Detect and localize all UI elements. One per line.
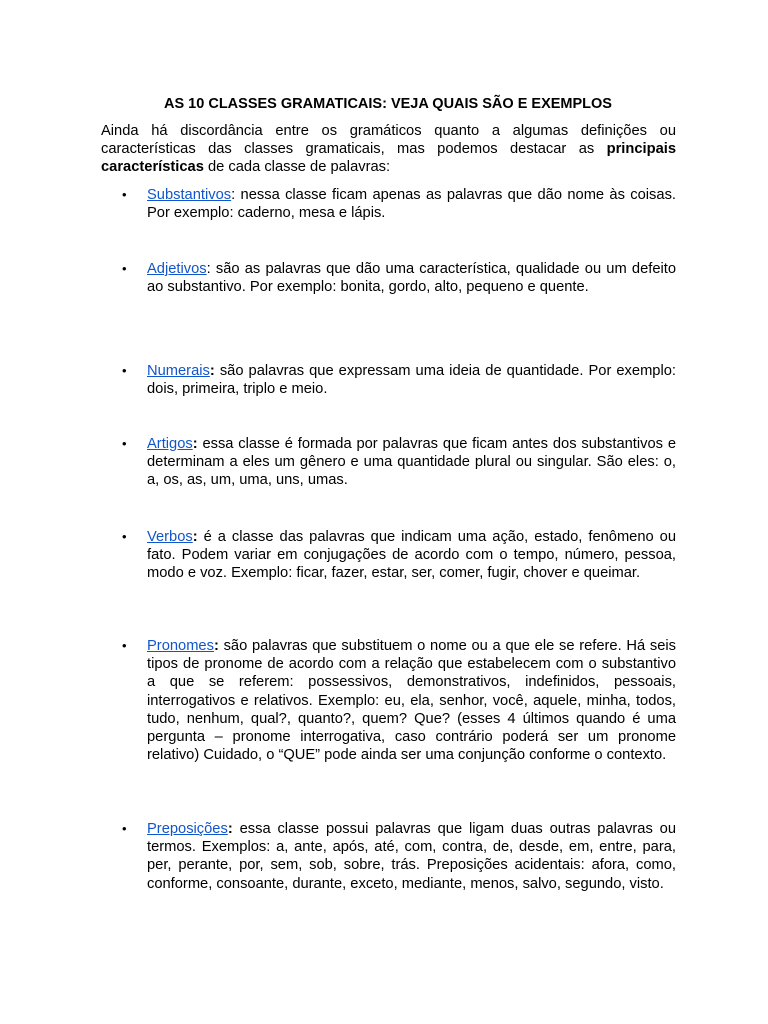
bullet-icon: • [122,187,127,202]
list-item-numerais [122,362,676,398]
bullet-icon: • [122,363,127,378]
bullet-icon: • [122,638,127,653]
item-separator: : [192,436,198,452]
item-separator: : [227,821,233,837]
bullet-icon: • [122,821,127,836]
artigos-link[interactable]: Artigos [147,436,193,452]
item-text: essa classe possui palavras que ligam duas outras palavras ou termos. Exemplos: a, ante, após, até, com, contra, de, desde, em, entre, para, per, perante, por, sem, sob, sobre, trás. Preposições acidentais: afora, como, conforme, consoante, durante, exceto, mediante, menos, salvo, segundo, visto. [147,821,676,892]
item-separator: : [209,363,215,379]
item-text: são palavras que substituem o nome ou a que ele se refere. Há seis tipos de pronome de acordo com a relação que estabelecem com o substantivo a que se referem: possessivos, demonstrativos, indefinidos, pessoais, interrogativos e relativos. Exemplo: eu, ela, senhor, você, aquele, minha, todos, tudo, nenhum, qual?, quanto?, quem? Que? (esses 4 últimos quando é uma pergunta – pronome interrogativa, caso contrário poderá ser um pronome relativo) Cuidado, o “QUE” pode ainda ser uma conjunção conforme o contexto. [147,638,676,764]
list-item-pronomes [122,637,676,764]
intro-bold-text: principais características [101,141,676,176]
bullet-icon: • [122,529,127,544]
item-separator: : [213,638,219,654]
page-title: AS 10 CLASSES GRAMATICAIS: VEJA QUAIS SÃO E EXEMPLOS [164,96,612,112]
adjetivos-link[interactable]: Adjetivos [147,261,207,277]
intro-text: Ainda há discordância entre os gramáticos quanto a algumas definições ou características das classes gramaticais, mas podemos destacar as [101,123,676,158]
item-text: é a classe das palavras que indicam uma ação, estado, fenômeno ou fato. Podem variar em conjugações de acordo com o tempo, número, pessoa, modo e voz. Exemplo: ficar, fazer, estar, ser, comer, fugir, chover e queimar. [147,529,676,582]
item-separator: : [206,261,211,277]
item-text: nessa classe ficam apenas as palavras que dão nome às coisas. Por exemplo: caderno, mesa e lápis. [147,187,676,222]
item-text: são palavras que expressam uma ideia de quantidade. Por exemplo: dois, primeira, triplo e meio. [147,363,676,398]
item-separator: : [192,529,198,545]
intro-paragraph [101,122,676,177]
list-item-adjetivos [122,260,676,296]
substantivos-link[interactable]: Substantivos [147,187,232,203]
list-item-substantivos [122,186,676,222]
preposicoes-link[interactable]: Preposições [147,821,228,837]
intro-text-end: de cada classe de palavras: [203,159,391,176]
verbos-link[interactable]: Verbos [147,529,193,545]
bullet-icon: • [122,436,127,451]
list-item-artigos [122,435,676,490]
list-item-preposicoes [122,820,676,893]
item-text: essa classe é formada por palavras que ficam antes dos substantivos e determinam a eles um gênero e uma quantidade plural ou singular. São eles: o, a, os, as, um, uma, uns, umas. [147,436,676,489]
bullet-icon: • [122,261,127,276]
item-separator: : [231,187,236,203]
item-text: são as palavras que dão uma característica, qualidade ou um defeito ao substantivo. Por exemplo: bonita, gordo, alto, pequeno e quente. [147,261,676,296]
list-item-verbos [122,528,676,583]
pronomes-link[interactable]: Pronomes [147,638,214,654]
numerais-link[interactable]: Numerais [147,363,210,379]
